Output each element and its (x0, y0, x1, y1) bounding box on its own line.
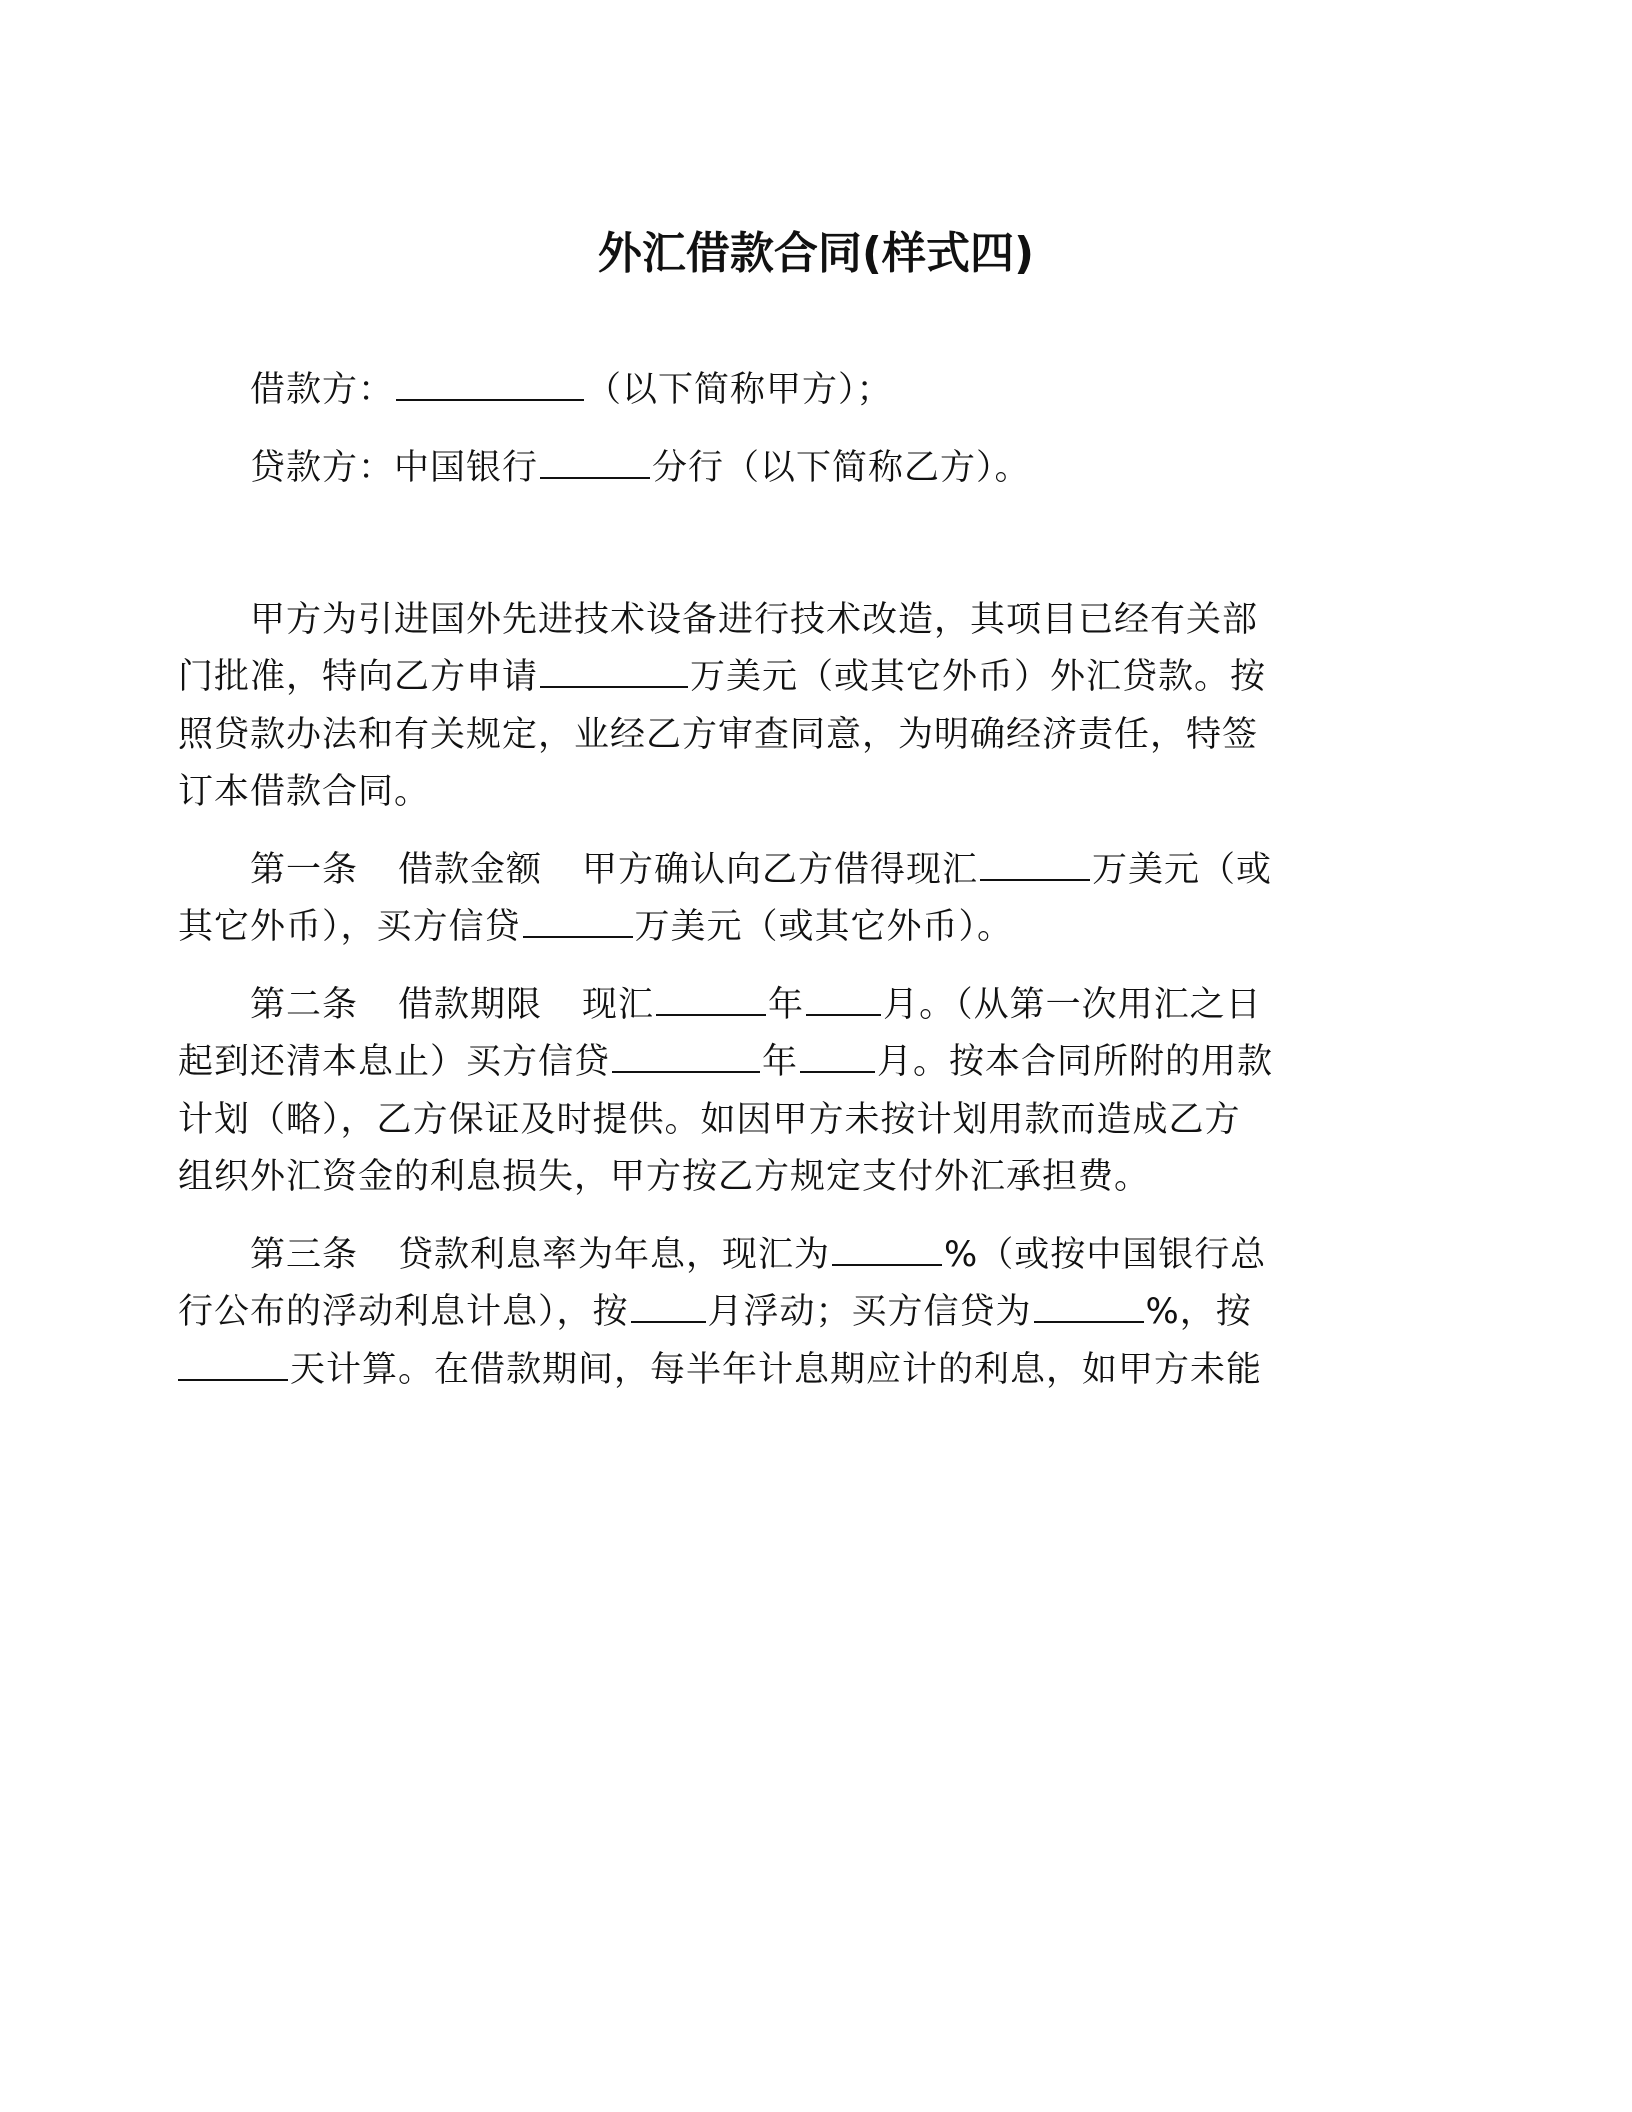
lender-branch-blank (540, 447, 650, 479)
article2-text: 年 (762, 1042, 799, 1082)
preamble-line-2 (178, 652, 1266, 702)
article2-topic: 借款期限 (398, 985, 543, 1025)
article2-text: 年 (768, 985, 805, 1025)
article3-heading: 第三条 (250, 1235, 359, 1275)
borrower-line (250, 365, 893, 415)
spot-amount-blank (980, 849, 1090, 881)
article2-text: 现汇 (582, 985, 655, 1025)
article1-heading: 第一条 (250, 850, 359, 890)
borrower-blank (396, 369, 584, 401)
article1-line-1 (250, 845, 1272, 895)
borrower-label: 借款方： (250, 370, 395, 410)
preamble-line-1: 甲方为引进国外先进技术设备进行技术改造，其项目已经有关部 (250, 600, 1259, 640)
article3-line-3 (178, 1345, 1262, 1395)
lender-line (250, 443, 1031, 493)
article2-line-1 (250, 980, 1262, 1030)
article2-line-2 (178, 1037, 1273, 1087)
article3-text: 月浮动；买方信贷为 (707, 1292, 1032, 1332)
article2-text: 起到还清本息止）买方信贷 (178, 1042, 611, 1082)
article3-line-2 (178, 1287, 1252, 1337)
day-basis-blank (178, 1349, 288, 1381)
article3-text: %（或按中国银行总 (944, 1235, 1267, 1275)
preamble-text: 万美元（或其它外币）外汇贷款。按 (690, 657, 1267, 697)
buyer-credit-rate-blank (1034, 1291, 1144, 1323)
loan-amount-blank (540, 656, 688, 688)
article1-text: 万美元（或 (1092, 850, 1273, 890)
buyer-credit-months-blank (800, 1041, 875, 1073)
spot-rate-blank (832, 1234, 942, 1266)
float-months-blank (631, 1291, 706, 1323)
article3-text: 行公布的浮动利息计息），按 (178, 1292, 629, 1332)
article3-text: 贷款利息率为年息，现汇为 (398, 1235, 831, 1275)
article3-line-1 (250, 1230, 1266, 1280)
lender-suffix: 分行（以下简称乙方）。 (652, 448, 1031, 488)
article1-text: 甲方确认向乙方借得现汇 (582, 850, 979, 890)
spot-months-blank (806, 984, 881, 1016)
buyer-credit-amount-blank (523, 906, 633, 938)
article1-text: 万美元（或其它外币）。 (634, 907, 1014, 947)
spot-years-blank (656, 984, 766, 1016)
buyer-credit-years-blank (612, 1041, 760, 1073)
article3-text: %，按 (1145, 1292, 1252, 1332)
article1-text: 其它外币），买方信贷 (178, 907, 521, 947)
document-title: 外汇借款合同(样式四) (597, 228, 1035, 279)
article2-text: 月。按本合同所附的用款 (877, 1042, 1274, 1082)
article1-line-2 (178, 902, 1013, 952)
article2-heading: 第二条 (250, 985, 359, 1025)
article2-line-4: 组织外汇资金的利息损失，甲方按乙方规定支付外汇承担费。 (178, 1157, 1151, 1197)
borrower-suffix: （以下简称甲方）； (586, 370, 893, 410)
preamble-line-4: 订本借款合同。 (178, 772, 431, 812)
article2-line-3: 计划（略），乙方保证及时提供。如因甲方未按计划用款而造成乙方 (178, 1100, 1241, 1140)
preamble-line-3: 照贷款办法和有关规定，业经乙方审查同意，为明确经济责任，特签 (178, 715, 1259, 755)
lender-prefix: 贷款方：中国银行 (250, 448, 539, 488)
article2-text: 月。（从第一次用汇之日 (883, 985, 1262, 1025)
preamble-text: 门批准，特向乙方申请 (178, 657, 539, 697)
article3-text: 天计算。在借款期间，每半年计息期应计的利息，如甲方未能 (290, 1350, 1263, 1390)
article1-topic: 借款金额 (398, 850, 543, 890)
